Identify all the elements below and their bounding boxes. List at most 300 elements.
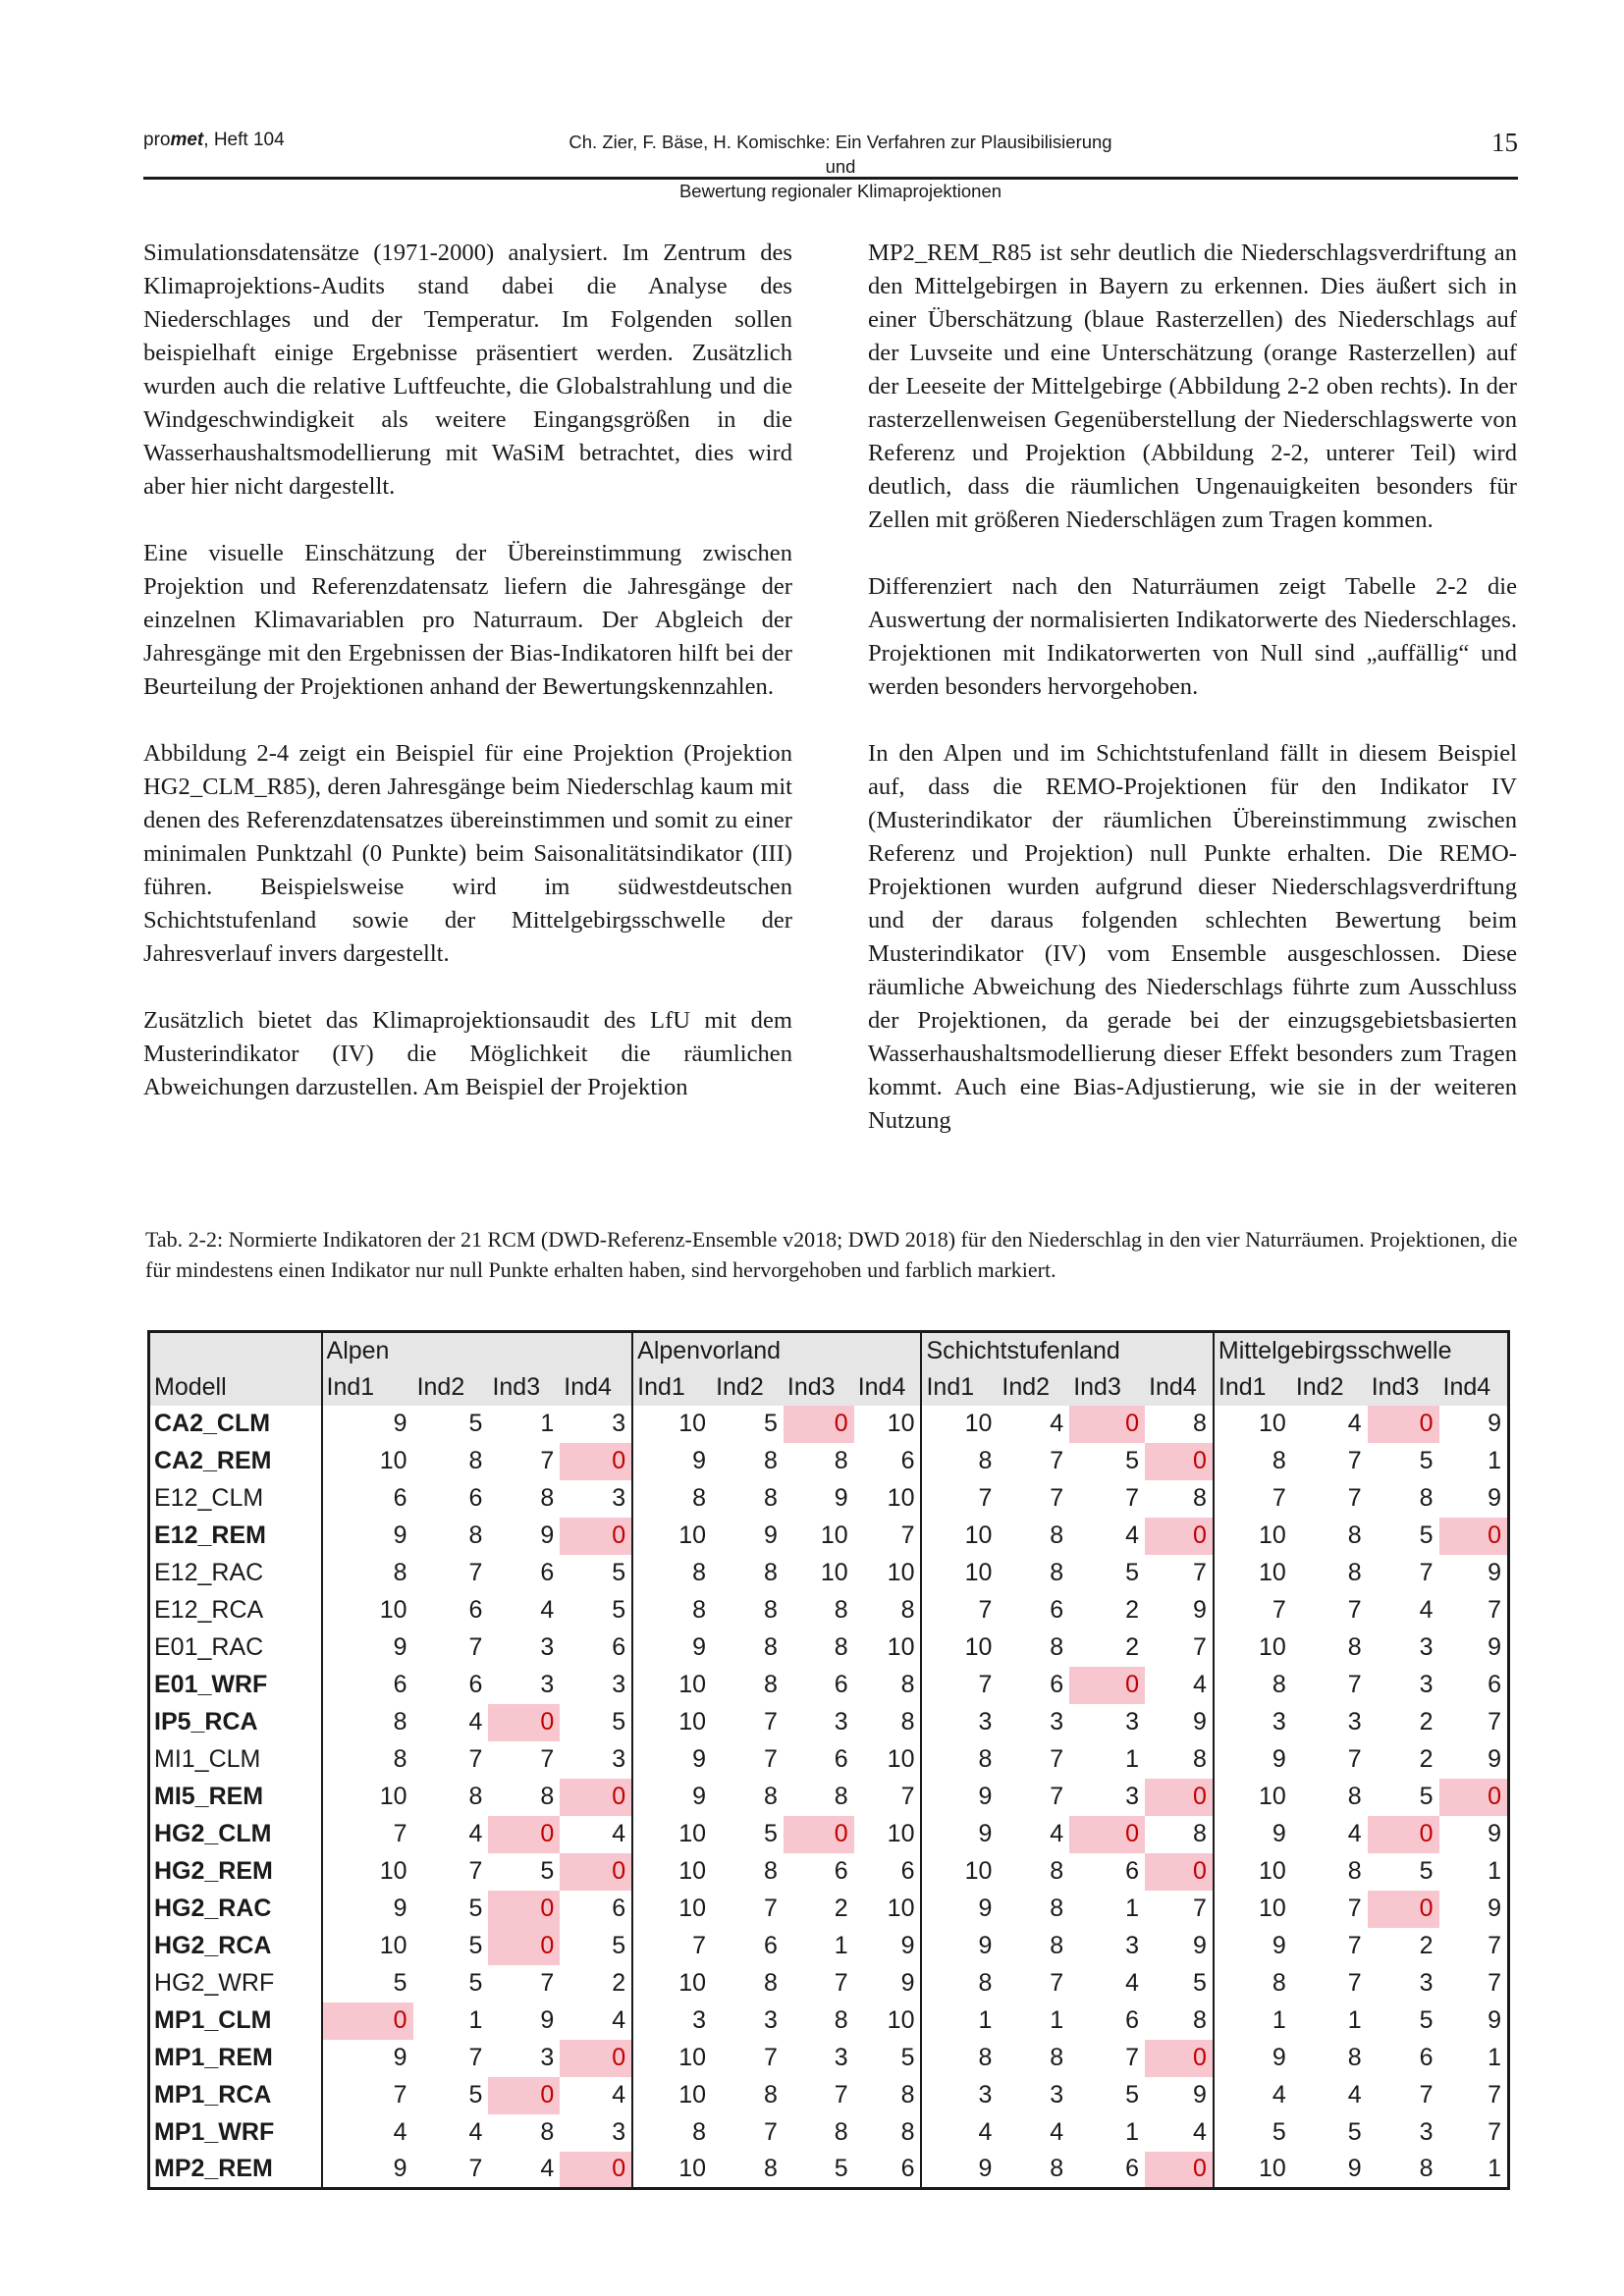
indicator-value-cell: 8 [763,2081,778,2109]
indicator-value-cell: 0 [1145,1443,1214,1480]
indicator-value-cell: 7 [1347,1596,1362,1624]
table-row [149,2077,1509,2114]
running-title-line1: Ch. Zier, F. Bäse, H. Komischke: Ein Verfahren zur Plausibilisierung und [568,132,1112,177]
indicator-value-cell: 10 [921,1518,998,1555]
indicator-value-cell: 6 [1125,2006,1140,2034]
indicator-value-cell: 2 [1419,1745,1434,1773]
indicator-value-cell: 10 [632,2152,712,2189]
indicator-value-cell: 0 [1145,2152,1214,2189]
indicator-value-cell: 10 [887,1633,915,1661]
indicator-value-cell: 6 [1419,2044,1434,2071]
indicator-value-cell: 9 [322,1629,413,1667]
table-row [149,1965,1509,2002]
indicator-value-cell: 9 [1193,1708,1207,1735]
indicator-value-cell: 4 [540,2155,555,2183]
indicator-value-cell: 8 [1193,1410,1207,1437]
indicator-value-cell: 8 [1050,1522,1064,1549]
indicator-value-cell: 2 [1125,1596,1140,1624]
indicator-value-cell: 9 [921,1779,998,1816]
indicator-value-cell: 4 [1214,2077,1292,2114]
indicator-value-cell: 3 [1419,2118,1434,2146]
indicator-header: Ind2 [998,1369,1069,1406]
indicator-value-cell: 7 [632,1928,712,1965]
table-row [149,2114,1509,2152]
journal-name-suffix: met [170,130,204,150]
indicator-value-cell: 10 [887,1559,915,1586]
indicator-value-cell: 3 [1214,1704,1292,1741]
indicator-value-cell: 3 [540,1671,555,1698]
indicator-value-cell: 1 [540,1410,555,1437]
model-name-cell: MP2_REM [154,2155,273,2183]
table-row [149,1443,1509,1480]
indicator-header: Ind4 [1439,1369,1509,1406]
indicator-value-cell: 6 [1050,1596,1064,1624]
indicator-value-cell: 10 [1214,1406,1292,1443]
indicator-value-cell: 9 [322,2152,413,2189]
indicator-value-cell: 7 [1050,1783,1064,1810]
indicator-value-cell: 3 [921,1704,998,1741]
indicator-value-cell: 8 [900,1596,915,1624]
indicator-value-cell: 8 [1050,1932,1064,1959]
indicator-value-cell: 6 [900,2155,915,2183]
indicator-value-cell: 1 [1214,2002,1292,2040]
indicator-value-cell: 6 [322,1667,413,1704]
indicator-value-cell: 5 [468,1895,483,1922]
indicator-value-cell: 4 [1193,2118,1207,2146]
indicator-value-cell: 7 [1214,1592,1292,1629]
indicator-value-cell: 7 [1419,1559,1434,1586]
indicator-value-cell: 7 [1193,1559,1207,1586]
indicator-value-cell: 4 [1050,1410,1064,1437]
indicator-value-cell: 3 [1125,1708,1140,1735]
table-row [149,1779,1509,1816]
indicator-table [147,1330,1510,2190]
indicator-value-cell: 8 [322,1704,413,1741]
page-header [143,126,1518,201]
indicator-value-cell: 10 [921,1555,998,1592]
indicator-value-cell: 7 [1347,1484,1362,1512]
indicator-value-cell: 7 [1488,1708,1501,1735]
indicator-value-cell: 5 [468,2081,483,2109]
indicator-value-cell: 5 [1419,1857,1434,1885]
indicator-header: Ind3 [784,1369,854,1406]
indicator-value-cell: 0 [560,1443,632,1480]
indicator-value-cell: 10 [632,1667,712,1704]
region-header: Schichtstufenland [921,1332,1213,1369]
indicator-value-cell: 8 [632,1480,712,1518]
indicator-value-cell: 3 [1419,1969,1434,1997]
indicator-value-cell: 3 [921,2077,998,2114]
indicator-value-cell: 10 [632,1965,712,2002]
paragraph: Zusätzlich bietet das Klimaprojektionsaudit des LfU mit dem Musterindikator (IV) die Möglichkeit die räumlichen Abweichungen darzustellen. Am Beispiel der Projektion [143,1007,792,1100]
indicator-value-cell: 3 [612,1671,626,1698]
indicator-value-cell: 8 [921,2040,998,2077]
table-row [149,1592,1509,1629]
indicator-value-cell: 9 [1193,1932,1207,1959]
indicator-value-cell: 0 [560,2040,632,2077]
indicator-value-cell: 6 [834,1857,848,1885]
indicator-header: Ind1 [632,1369,712,1406]
indicator-value-cell: 8 [540,1783,555,1810]
model-name-cell: HG2_RCA [154,1932,272,1959]
indicator-value-cell: 0 [784,1816,854,1853]
indicator-value-cell: 4 [322,2114,413,2152]
indicator-value-cell: 8 [900,1671,915,1698]
model-name-cell: HG2_REM [154,1857,273,1885]
indicator-value-cell: 8 [540,1484,555,1512]
indicator-value-cell: 10 [887,1410,915,1437]
indicator-header: Ind3 [488,1369,560,1406]
indicator-value-cell: 0 [1069,1406,1145,1443]
indicator-value-cell: 2 [834,1895,848,1922]
indicator-value-cell: 8 [1419,1484,1434,1512]
indicator-value-cell: 5 [612,1596,626,1624]
indicator-value-cell: 8 [834,1447,848,1474]
indicator-header: Ind1 [322,1369,413,1406]
indicator-value-cell: 4 [468,1820,483,1847]
indicator-value-cell: 4 [468,2118,483,2146]
page-number: 15 [1491,128,1518,157]
indicator-value-cell: 7 [763,1895,778,1922]
indicator-value-cell: 6 [1125,2155,1140,2183]
indicator-value-cell: 6 [1050,1671,1064,1698]
indicator-value-cell: 0 [1145,1853,1214,1891]
indicator-value-cell: 7 [1347,1932,1362,1959]
indicator-value-cell: 7 [921,1480,998,1518]
journal-reference [143,130,285,151]
model-name-cell: E12_RAC [154,1559,264,1586]
region-header: Mittelgebirgsschwelle [1214,1332,1509,1369]
indicator-value-cell: 4 [540,1596,555,1624]
indicator-value-cell: 8 [763,1783,778,1810]
indicator-value-cell: 9 [834,1484,848,1512]
indicator-value-cell: 9 [921,1928,998,1965]
indicator-value-cell: 7 [468,1559,483,1586]
indicator-value-cell: 1 [1347,2006,1362,2034]
indicator-value-cell: 8 [632,1555,712,1592]
indicator-value-cell: 7 [1347,1895,1362,1922]
indicator-value-cell: 9 [1214,1816,1292,1853]
indicator-value-cell: 8 [900,1708,915,1735]
table-row [149,1406,1509,1443]
indicator-value-cell: 7 [322,2077,413,2114]
indicator-value-cell: 2 [1125,1633,1140,1661]
indicator-value-cell: 8 [540,2118,555,2146]
indicator-value-cell: 10 [1214,1555,1292,1592]
indicator-value-cell: 7 [468,1633,483,1661]
indicator-value-cell: 6 [834,1745,848,1773]
indicator-value-cell: 7 [468,2044,483,2071]
indicator-value-cell: 8 [834,1783,848,1810]
table-row [149,1629,1509,1667]
indicator-value-cell: 4 [1125,1969,1140,1997]
indicator-value-cell: 5 [540,1857,555,1885]
indicator-value-cell: 7 [1050,1969,1064,1997]
indicator-value-cell: 6 [763,1932,778,1959]
indicator-value-cell: 6 [468,1596,483,1624]
indicator-value-cell: 9 [632,1443,712,1480]
indicator-value-cell: 4 [1050,1820,1064,1847]
indicator-value-cell: 8 [921,1965,998,2002]
indicator-value-cell: 3 [540,2044,555,2071]
indicator-header: Ind2 [1292,1369,1368,1406]
table-row [149,2040,1509,2077]
indicator-value-cell: 6 [322,1480,413,1518]
indicator-value-cell: 8 [468,1522,483,1549]
indicator-value-cell: 9 [900,1969,915,1997]
indicator-value-cell: 1 [1125,1895,1140,1922]
indicator-value-cell: 4 [612,2006,626,2034]
indicator-value-cell: 3 [1125,1932,1140,1959]
indicator-value-cell: 6 [540,1559,555,1586]
indicator-value-cell: 4 [921,2114,998,2152]
indicator-value-cell: 7 [1193,1633,1207,1661]
indicator-value-cell: 7 [763,1708,778,1735]
indicator-value-cell: 9 [632,1741,712,1779]
indicator-value-cell: 9 [1488,1484,1501,1512]
indicator-value-cell: 9 [1214,1741,1292,1779]
indicator-value-cell: 5 [763,1820,778,1847]
indicator-value-cell: 3 [834,2044,848,2071]
indicator-value-cell: 4 [1050,2118,1064,2146]
indicator-value-cell: 3 [763,2006,778,2034]
indicator-header: Ind1 [1214,1369,1292,1406]
indicator-value-cell: 8 [1214,1667,1292,1704]
model-name-cell: HG2_WRF [154,1969,275,1997]
indicator-value-cell: 4 [1347,1410,1362,1437]
indicator-value-cell: 9 [921,1816,998,1853]
indicator-value-cell: 10 [820,1522,848,1549]
indicator-value-cell: 8 [1050,1857,1064,1885]
indicator-value-cell: 10 [632,1406,712,1443]
text-column-left [143,237,792,1104]
indicator-value-cell: 7 [834,1969,848,1997]
indicator-value-cell: 10 [322,1928,413,1965]
indicator-value-cell: 3 [540,1633,555,1661]
indicator-value-cell: 7 [540,1969,555,1997]
indicator-value-cell: 6 [468,1671,483,1698]
indicator-value-cell: 0 [1145,1518,1214,1555]
model-name-cell: HG2_RAC [154,1895,272,1922]
indicator-value-cell: 7 [1214,1480,1292,1518]
indicator-value-cell: 9 [1488,1895,1501,1922]
paragraph: MP2_REM_R85 ist sehr deutlich die Niederschlagsverdriftung an den Mittelgebirgen in Bayern zu erkennen. Dies äußert sich in einer Überschätzung (blaue Rasterzellen) des Niederschlags auf der Luvseite und eine Unterschätzung (orange Rasterzellen) auf der Leeseite der Mittelgebirge (Abbildung 2-2 oben rechts). In der rasterzellenweisen Gegenüberstellung der Niederschlagswerte von Referenz und Projektion (Abbildung 2-2, unterer Teil) wird deutlich, dass die räumlichen Ungenauigkeiten besonders für Zellen mit größeren Niederschlägen zum Tragen kommen. [868,240,1517,533]
indicator-value-cell: 4 [1193,1671,1207,1698]
indicator-value-cell: 8 [763,1969,778,1997]
indicator-value-cell: 7 [1488,1932,1501,1959]
indicator-value-cell: 8 [1347,1559,1362,1586]
indicator-value-cell: 9 [322,2040,413,2077]
indicator-value-cell: 4 [468,1708,483,1735]
model-name-cell: MI1_CLM [154,1745,261,1773]
indicator-value-cell: 0 [560,2152,632,2189]
paragraph: In den Alpen und im Schichtstufenland fällt in diesem Beispiel auf, dass die REMO-Projektionen für den Indikator IV (Musterindikator der räumlichen Übereinstimmung zwischen Referenz und Projektion) null Punkte erhalten. Die REMO-Projektionen wurden aufgrund dieser Niederschlagsverdriftung und der daraus folgenden schlechten Bewertung beim Musterindikator (IV) vom Ensemble ausgeschlossen. Diese räumliche Abweichung des Niederschlags führte zum Ausschluss der Projektionen, da gerade bei der einzugsgebietsbasierten Wasserhaushaltsmodellierung dieser Effekt besonders zum Tragen kommt. Auch eine Bias-Adjustierung, wie sie in der weiteren Nutzung [868,740,1517,1134]
model-name-cell: MP1_RCA [154,2081,272,2109]
indicator-value-cell: 8 [1193,1484,1207,1512]
indicator-value-cell: 9 [1214,2040,1292,2077]
indicator-value-cell: 8 [763,1857,778,1885]
indicator-value-cell: 7 [1050,1745,1064,1773]
indicator-value-cell: 3 [1419,1633,1434,1661]
model-name-cell: MI5_REM [154,1783,264,1810]
indicator-value-cell: 3 [834,1708,848,1735]
indicator-value-cell: 7 [1347,1447,1362,1474]
indicator-value-cell: 3 [612,1484,626,1512]
indicator-value-cell: 5 [468,1969,483,1997]
indicator-value-cell: 7 [1050,1447,1064,1474]
indicator-value-cell: 0 [488,1891,560,1928]
indicator-value-cell: 8 [763,1447,778,1474]
paragraph: Abbildung 2-4 zeigt ein Beispiel für eine Projektion (Projektion HG2_CLM_R85), deren Jahresgänge beim Niederschlag kaum mit denen des Referenzdatensatzes übereinstimmen und somit zu einer minimalen Punktzahl (0 Punkte) beim Saisonalitätsindikator (III) führen. Beispielsweise wird im südwestdeutschen Schichtstufenland sowie der Mittelgebirgsschwelle der Jahresverlauf invers dargestellt. [143,740,792,967]
indicator-value-cell: 8 [1050,2044,1064,2071]
indicator-value-cell: 1 [1488,2155,1501,2183]
indicator-value-cell: 8 [322,1555,413,1592]
indicator-value-cell: 5 [834,2155,848,2183]
indicator-value-cell: 5 [1419,2006,1434,2034]
indicator-value-cell: 10 [632,2040,712,2077]
indicator-header: Ind4 [560,1369,632,1406]
indicator-value-cell: 7 [763,1745,778,1773]
indicator-value-cell: 0 [1368,1406,1439,1443]
model-name-cell: HG2_CLM [154,1820,272,1847]
indicator-value-cell: 8 [1347,1857,1362,1885]
indicator-value-cell: 9 [632,1779,712,1816]
issue-number: , Heft 104 [203,130,285,150]
paragraph: Simulationsdatensätze (1971-2000) analysiert. Im Zentrum des Klimaprojektions-Audits stand dabei die Analyse des Niederschlages und der Temperatur. Im Folgenden sollen beispielhaft einige Ergebnisse präsentiert werden. Zusätzlich wurden auch die relative Luftfeuchte, die Globalstrahlung und die Windgeschwindigkeit als weitere Eingangsgrößen in die Wasserhaushaltsmodellierung mit WaSiM betrachtet, dies wird aber hier nicht dargestellt. [143,240,792,500]
indicator-value-cell: 5 [1125,1447,1140,1474]
table-caption: Tab. 2-2: Normierte Indikatoren der 21 RCM (DWD-Referenz-Ensemble v2018; DWD 2018) für den Niederschlag in den vier Naturräumen. Projektionen, die für mindestens einen Indikator nur null Punkte erhalten haben, sind hervorgehoben und farblich markiert. [145,1227,1518,1282]
table-row [149,1891,1509,1928]
indicator-value-cell: 8 [763,1484,778,1512]
indicator-value-cell: 5 [612,1932,626,1959]
indicator-value-cell: 8 [632,2114,712,2152]
indicator-value-cell: 7 [900,1522,915,1549]
indicator-value-cell: 4 [1419,1596,1434,1624]
indicator-value-cell: 6 [900,1857,915,1885]
indicator-value-cell: 8 [763,1633,778,1661]
indicator-value-cell: 8 [921,1443,998,1480]
indicator-value-cell: 1 [921,2002,998,2040]
indicator-value-cell: 7 [468,1857,483,1885]
indicator-value-cell: 0 [560,1853,632,1891]
indicator-value-cell: 0 [1439,1518,1509,1555]
indicator-value-cell: 3 [1419,1671,1434,1698]
model-name-cell: CA2_CLM [154,1410,271,1437]
indicator-value-cell: 7 [1488,1969,1501,1997]
indicator-value-cell: 5 [612,1708,626,1735]
indicator-value-cell: 3 [1347,1708,1362,1735]
indicator-value-cell: 9 [1193,2081,1207,2109]
indicator-value-cell: 7 [540,1447,555,1474]
paragraph: Eine visuelle Einschätzung der Übereinstimmung zwischen Projektion und Referenzdatensatz liefern die Jahresgänge der einzelnen Klimavariablen pro Naturraum. Der Abgleich der Jahresgänge mit den Ergebnissen der Bias-Indikatoren hilft bei der Beurteilung der Projektionen anhand der Bewertungskennzahlen. [143,540,792,700]
indicator-value-cell: 8 [468,1447,483,1474]
indicator-value-cell: 9 [540,1522,555,1549]
table-row [149,2002,1509,2040]
indicator-value-cell: 7 [1419,2081,1434,2109]
indicator-value-cell: 9 [1193,1596,1207,1624]
indicator-value-cell: 9 [1488,1745,1501,1773]
model-column-header: Modell [149,1369,322,1406]
indicator-value-cell: 6 [834,1671,848,1698]
indicator-value-cell: 6 [1488,1671,1501,1698]
indicator-value-cell: 8 [900,2118,915,2146]
indicator-value-cell: 8 [834,1633,848,1661]
indicator-value-cell: 9 [322,1406,413,1443]
indicator-value-cell: 8 [1347,1783,1362,1810]
indicator-value-cell: 2 [1419,1708,1434,1735]
indicator-value-cell: 4 [612,2081,626,2109]
indicator-value-cell: 8 [632,1592,712,1629]
indicator-value-cell: 7 [1347,1745,1362,1773]
indicator-header: Ind4 [854,1369,922,1406]
indicator-value-cell: 8 [834,2118,848,2146]
indicator-value-cell: 6 [1125,1857,1140,1885]
indicator-value-cell: 8 [1214,1965,1292,2002]
indicator-value-cell: 10 [632,1704,712,1741]
indicator-value-cell: 9 [763,1522,778,1549]
indicator-value-cell: 8 [1419,2155,1434,2183]
indicator-value-cell: 10 [921,1629,998,1667]
indicator-value-cell: 7 [468,1745,483,1773]
indicator-value-cell: 9 [1488,1633,1501,1661]
indicator-value-cell: 5 [1419,1447,1434,1474]
indicator-value-cell: 7 [763,2044,778,2071]
table-row [149,1741,1509,1779]
indicator-value-cell: 0 [488,1816,560,1853]
indicator-value-cell: 0 [1145,1779,1214,1816]
indicator-value-cell: 5 [1125,2081,1140,2109]
indicator-value-cell: 5 [900,2044,915,2071]
indicator-value-cell: 8 [834,2006,848,2034]
indicator-value-cell: 5 [322,1965,413,2002]
indicator-value-cell: 8 [1347,2044,1362,2071]
indicator-value-cell: 10 [632,1518,712,1555]
indicator-value-cell: 5 [1419,1522,1434,1549]
indicator-value-cell: 10 [887,1745,915,1773]
indicator-value-cell: 10 [887,2006,915,2034]
indicator-value-cell: 5 [1419,1783,1434,1810]
indicator-value-cell: 0 [1145,2040,1214,2077]
indicator-value-cell: 7 [1193,1895,1207,1922]
indicator-value-cell: 3 [612,2118,626,2146]
indicator-header: Ind4 [1145,1369,1214,1406]
indicator-value-cell: 0 [784,1406,854,1443]
indicator-value-cell: 10 [887,1484,915,1512]
indicator-value-cell: 5 [763,1410,778,1437]
indicator-value-cell: 10 [1214,1853,1292,1891]
indicator-value-cell: 0 [488,1928,560,1965]
indicator-value-cell: 9 [1347,2155,1362,2183]
indicator-value-cell: 10 [322,1853,413,1891]
indicator-value-cell: 7 [1488,2118,1501,2146]
indicator-value-cell: 8 [322,1741,413,1779]
region-header: Alpenvorland [632,1332,921,1369]
indicator-value-cell: 1 [1125,1745,1140,1773]
indicator-value-cell: 7 [921,1592,998,1629]
indicator-value-cell: 8 [763,1671,778,1698]
table-row [149,1518,1509,1555]
indicator-value-cell: 10 [820,1559,848,1586]
indicator-value-cell: 9 [1488,2006,1501,2034]
indicator-value-cell: 8 [834,1596,848,1624]
indicator-value-cell: 3 [1050,2081,1064,2109]
indicator-header: Ind3 [1069,1369,1145,1406]
indicator-header: Ind2 [413,1369,489,1406]
indicator-value-cell: 3 [612,1410,626,1437]
indicator-value-cell: 5 [1193,1969,1207,1997]
table-row [149,1480,1509,1518]
indicator-value-cell: 0 [1069,1816,1145,1853]
